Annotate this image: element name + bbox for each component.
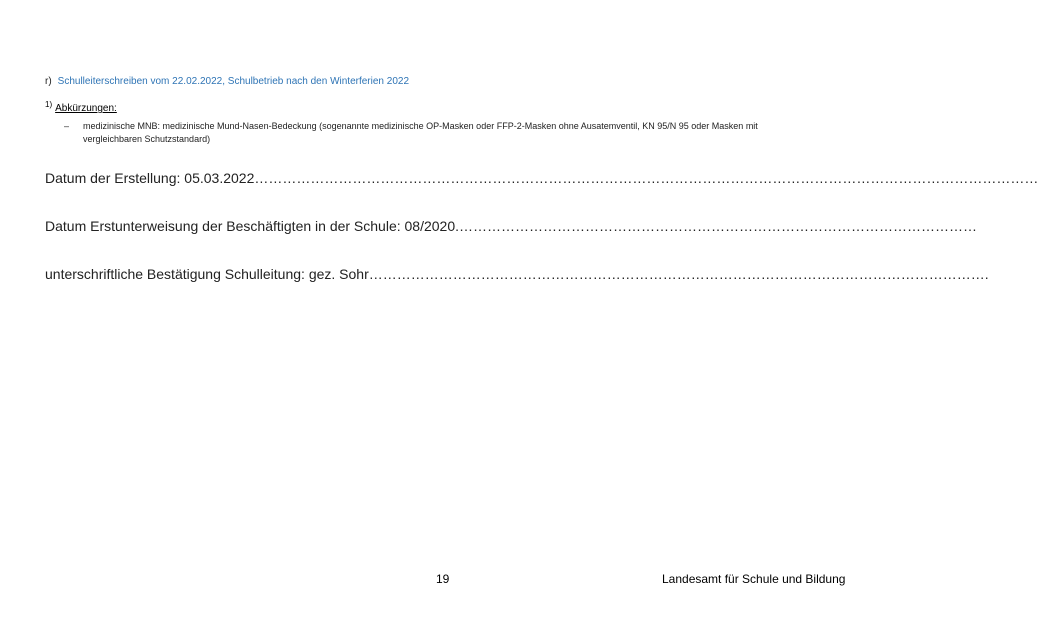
page-number: 19 — [436, 572, 450, 586]
instruction-date-field: Datum Erstunterweisung der Beschäftigten in der Schule: 08/2020.………………………………………………………………………………………………… — [45, 218, 978, 234]
footer-organization: Landesamt für Schule und Bildung — [662, 572, 846, 586]
creation-date-field: Datum der Erstellung: 05.03.2022…………………………………………………………………………………………………………………………………………………… — [45, 170, 1038, 186]
abbreviations-title: Abkürzungen: — [55, 103, 117, 114]
list-dash: – — [64, 121, 70, 131]
abbreviation-item — [64, 120, 804, 146]
reference-link[interactable]: Schulleiterschreiben vom 22.02.2022, Schulbetrieb nach den Winterferien 2022 — [57, 76, 409, 87]
confirmation-field: unterschriftliche Bestätigung Schulleitung: gez. Sohr……………………………………………………………………………………………………………………. — [45, 266, 989, 282]
reference-marker: r) — [45, 76, 52, 87]
abbreviations-heading — [45, 100, 117, 114]
abbreviation-text: medizinische MNB: medizinische Mund-Nasen-Bedeckung (sogenannte medizinische OP-Masken oder FFP-2-Masken ohne Ausatemventil, KN 95/N 95 oder Masken mit vergleichbaren Schutzstandard) — [83, 121, 758, 144]
reference-line — [45, 76, 409, 87]
footnote-marker: 1) — [45, 100, 53, 109]
